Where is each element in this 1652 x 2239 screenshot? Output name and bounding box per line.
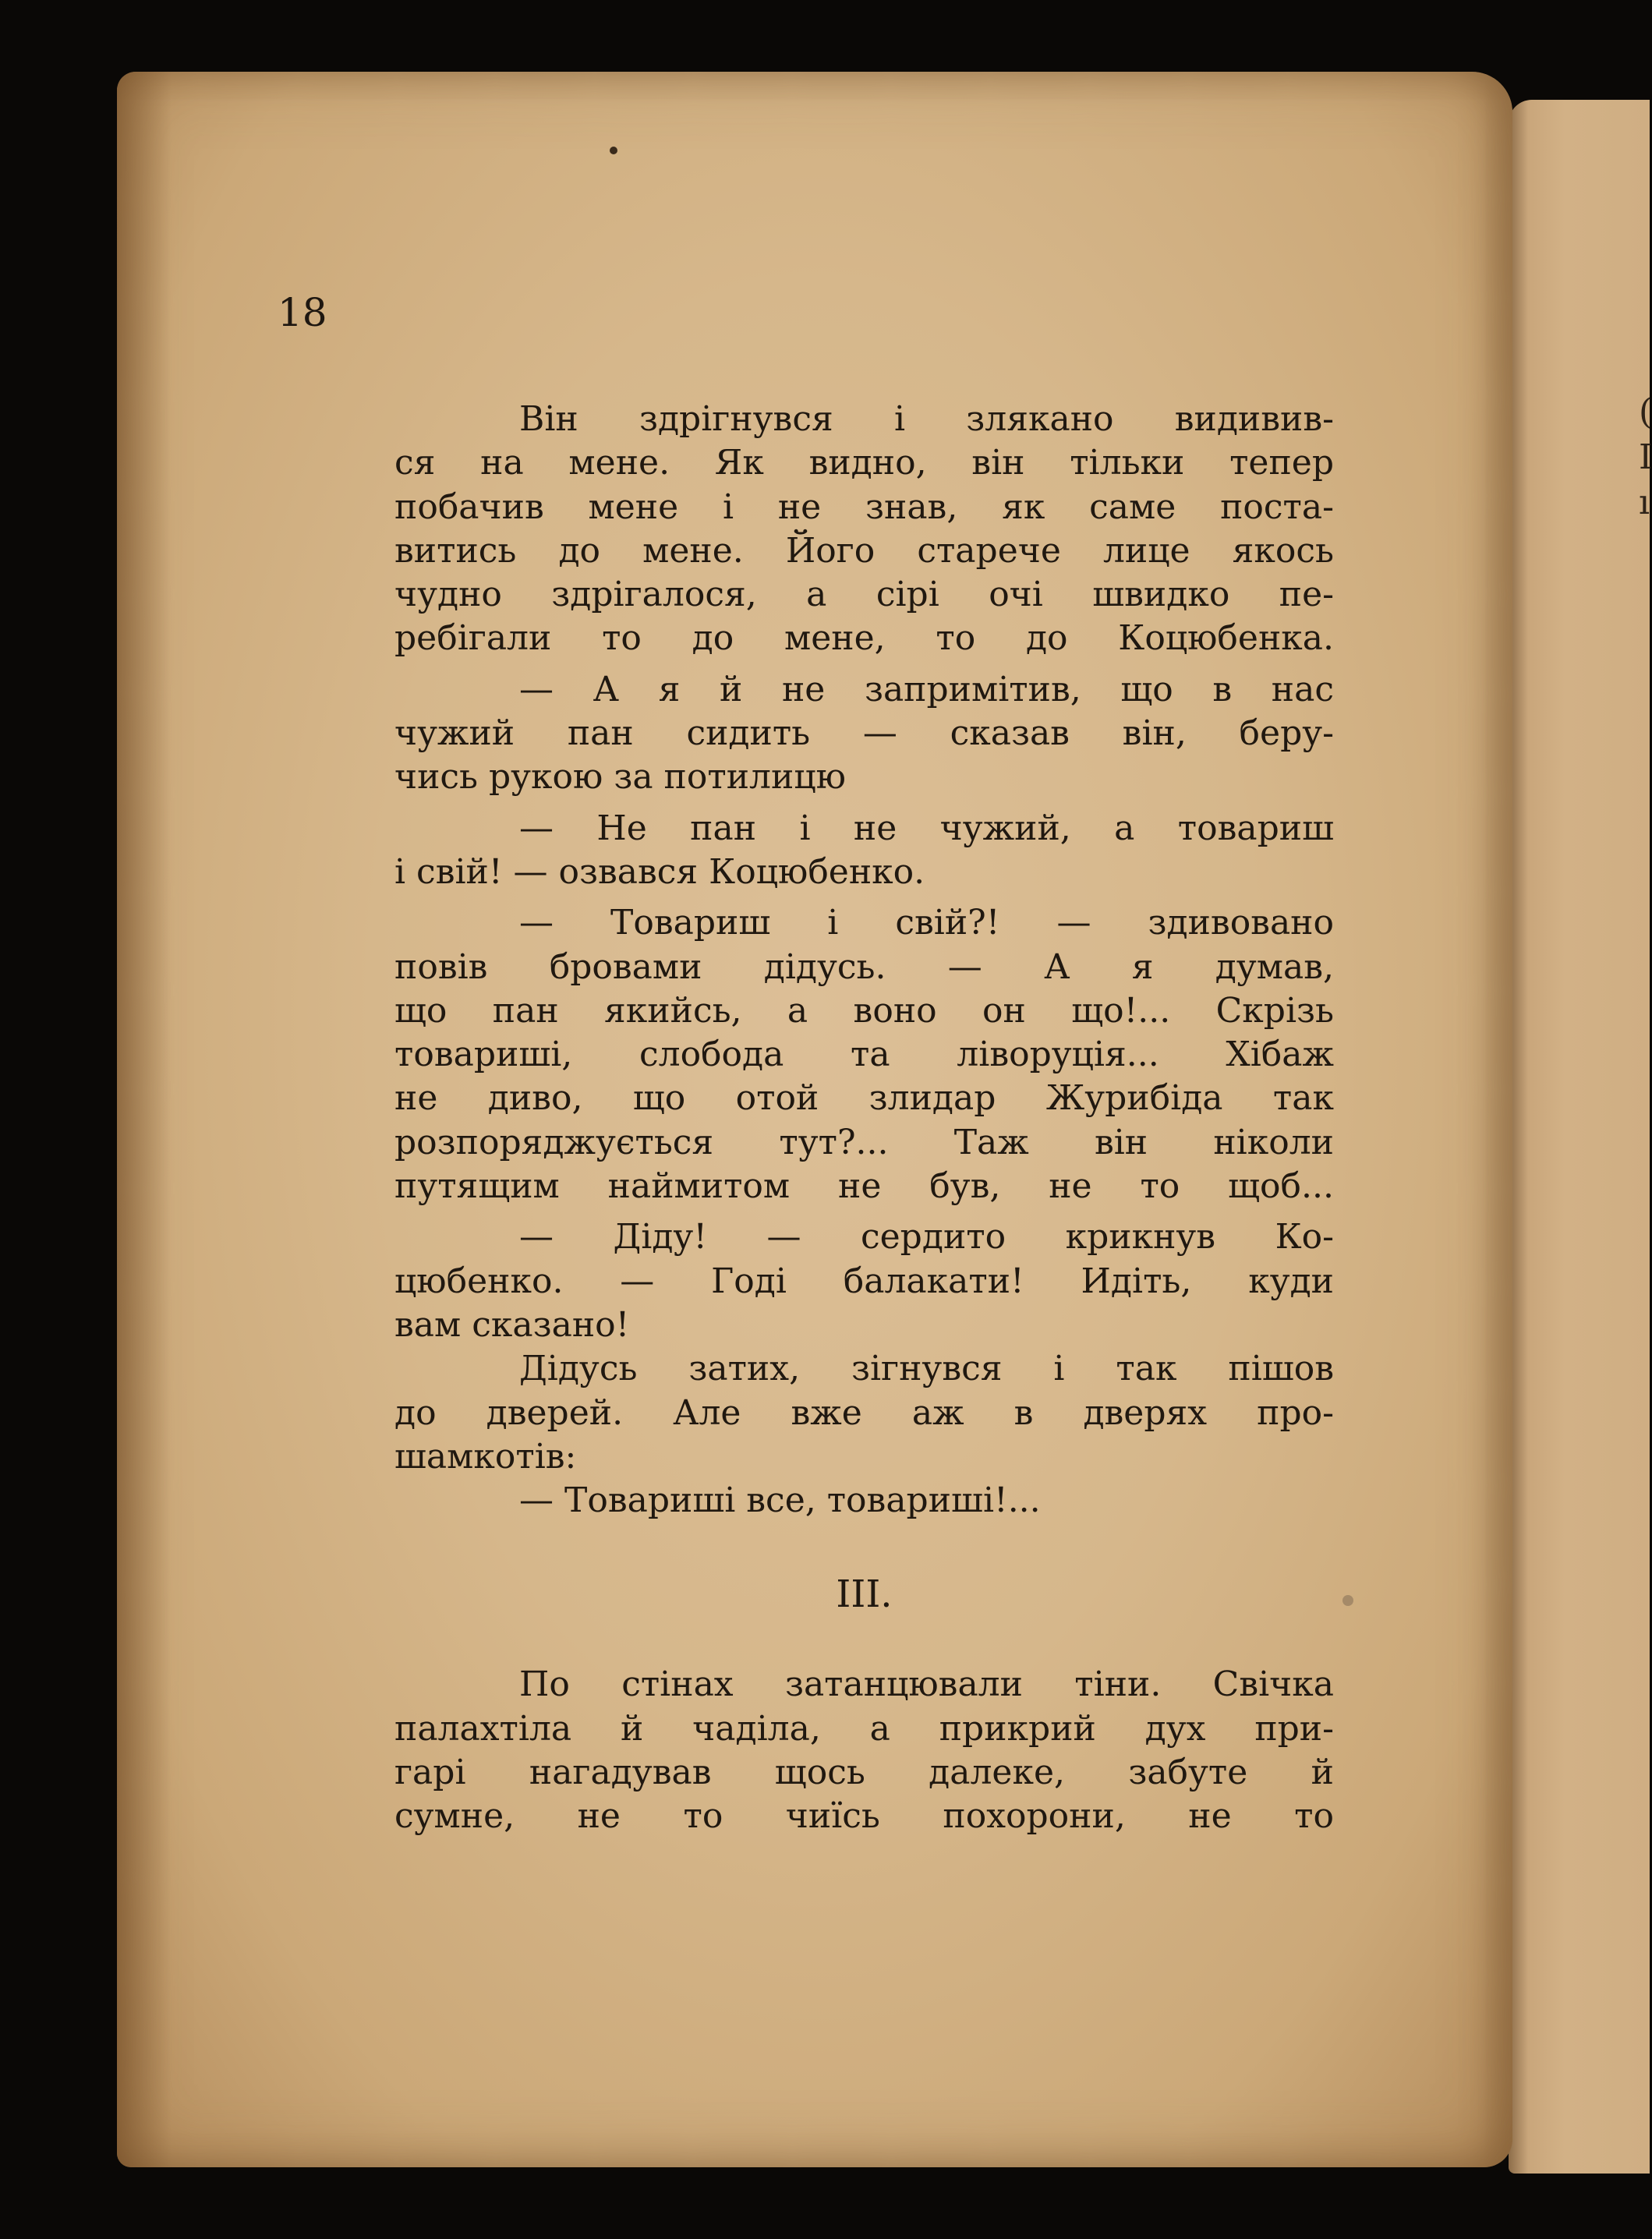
text-line: Він здрігнувся і злякано видивив- (519, 399, 1334, 439)
text-line: путящим наймитом не був, не то щоб... (394, 1166, 1334, 1207)
text-line: По стінах затанцювали тіни. Свічка (519, 1664, 1334, 1705)
text-line: вам сказано! (394, 1304, 630, 1345)
text-line: цюбенко. — Годі балакати! Идіть, куди (394, 1261, 1334, 1301)
facing-page-letters (1639, 390, 1652, 525)
text-line: чужий пан сидить — сказав він, беру- (394, 713, 1334, 754)
facing-letter: ı (1639, 483, 1650, 522)
text-line: сумне, не то чиїсь похорони, не то (394, 1796, 1334, 1837)
text-line: що пан якийсь, а воно он що!... Скрізь (394, 990, 1334, 1031)
text-line: гарі нагадував щось далеке, забуте й (394, 1753, 1334, 1793)
text-line: ребігали то до мене, то до Коцюбенка. (394, 618, 1334, 659)
section-heading: III. (836, 1572, 893, 1617)
text-line: — Товариші все, товариші!... (519, 1480, 1041, 1521)
text-line: до дверей. Але вже аж в дверях про- (394, 1392, 1334, 1433)
text-line: чись рукою за потилицю (394, 757, 846, 798)
text-line: — А я й не запримітив, що в нас (519, 669, 1334, 709)
ink-speck (610, 147, 617, 154)
torn-page-edge (117, 72, 172, 2167)
text-line: ся на мене. Як видно, він тільки тепер (394, 443, 1334, 483)
facing-page-edge (1509, 100, 1650, 2174)
page-number: 18 (278, 290, 327, 335)
text-line: чудно здрігалося, а сірі очі швидко пе- (394, 575, 1334, 615)
text-line: Дідусь затих, зігнувся і так пішов (519, 1349, 1334, 1389)
text-line: повів бровами дідусь. — А я думав, (394, 946, 1334, 987)
text-line: не диво, що отой злидар Журибіда так (394, 1078, 1334, 1119)
facing-letter: ( (1639, 392, 1652, 432)
text-line: — Діду! — сердито крикнув Ко- (519, 1217, 1334, 1257)
page-body-text (394, 398, 1334, 1839)
ink-speck (1342, 1595, 1353, 1606)
text-line: побачив мене і не знав, як саме поста- (394, 486, 1334, 527)
text-line: палахтіла й чаділа, а прикрий дух при- (394, 1708, 1334, 1749)
text-line: шамкотів: (394, 1436, 577, 1477)
text-line: — Не пан і не чужий, а товариш (519, 808, 1334, 848)
text-line: витись до мене. Його старече лице якось (394, 530, 1334, 571)
text-line: товариші, слобода та ліворуція... Хібаж (394, 1035, 1334, 1075)
text-line: розпоряджується тут?... Таж він ніколи (394, 1122, 1334, 1162)
facing-letter: I (1639, 437, 1652, 477)
text-line: і свій! — озвався Коцюбенко. (394, 851, 925, 892)
text-line: — Товариш і свій?! — здивовано (519, 903, 1334, 943)
